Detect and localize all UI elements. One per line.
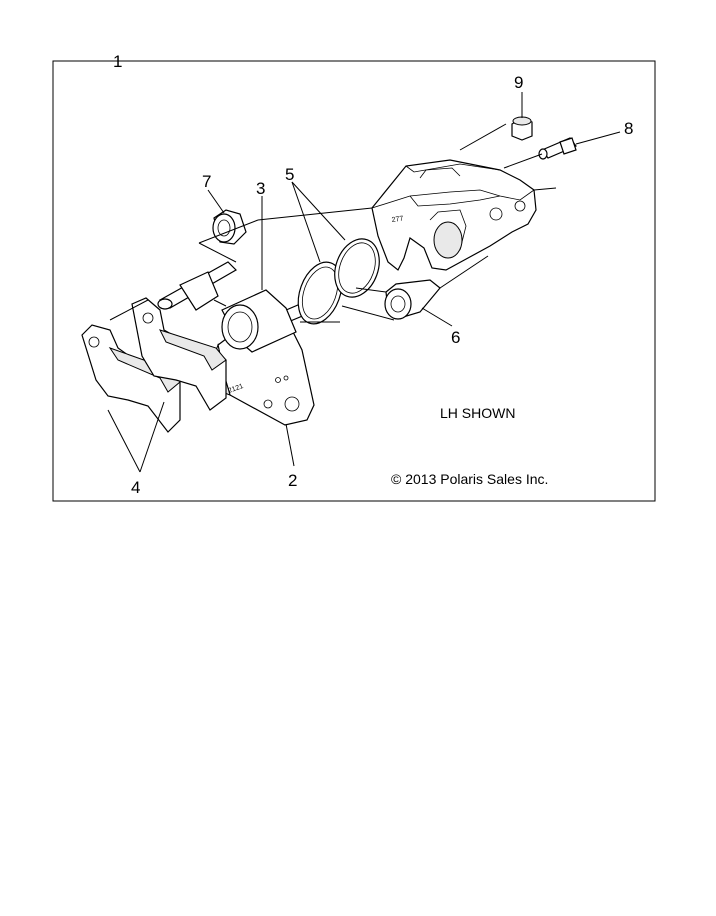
bleeder-screw	[539, 138, 576, 159]
callout-9: 9	[514, 73, 524, 92]
copyright-notice: © 2013 Polaris Sales Inc.	[391, 471, 549, 487]
callout-5: 5	[285, 165, 295, 184]
callout-8: 8	[624, 119, 634, 138]
callout-2: 2	[288, 471, 298, 490]
callout-6: 6	[451, 328, 461, 347]
caliper-housing	[372, 160, 536, 270]
callout-1: 1	[113, 52, 123, 71]
callout-7: 7	[202, 172, 212, 191]
callout-4: 4	[131, 478, 141, 497]
lh-shown-note: LH SHOWN	[440, 405, 516, 421]
caliper-part-mark: 277	[391, 215, 404, 224]
callout-3: 3	[256, 179, 266, 198]
slide-pin-upper	[158, 262, 236, 310]
bracket-part-mark: 2121	[227, 382, 245, 395]
bleeder-cap	[512, 117, 532, 140]
caliper-boot	[385, 280, 440, 319]
